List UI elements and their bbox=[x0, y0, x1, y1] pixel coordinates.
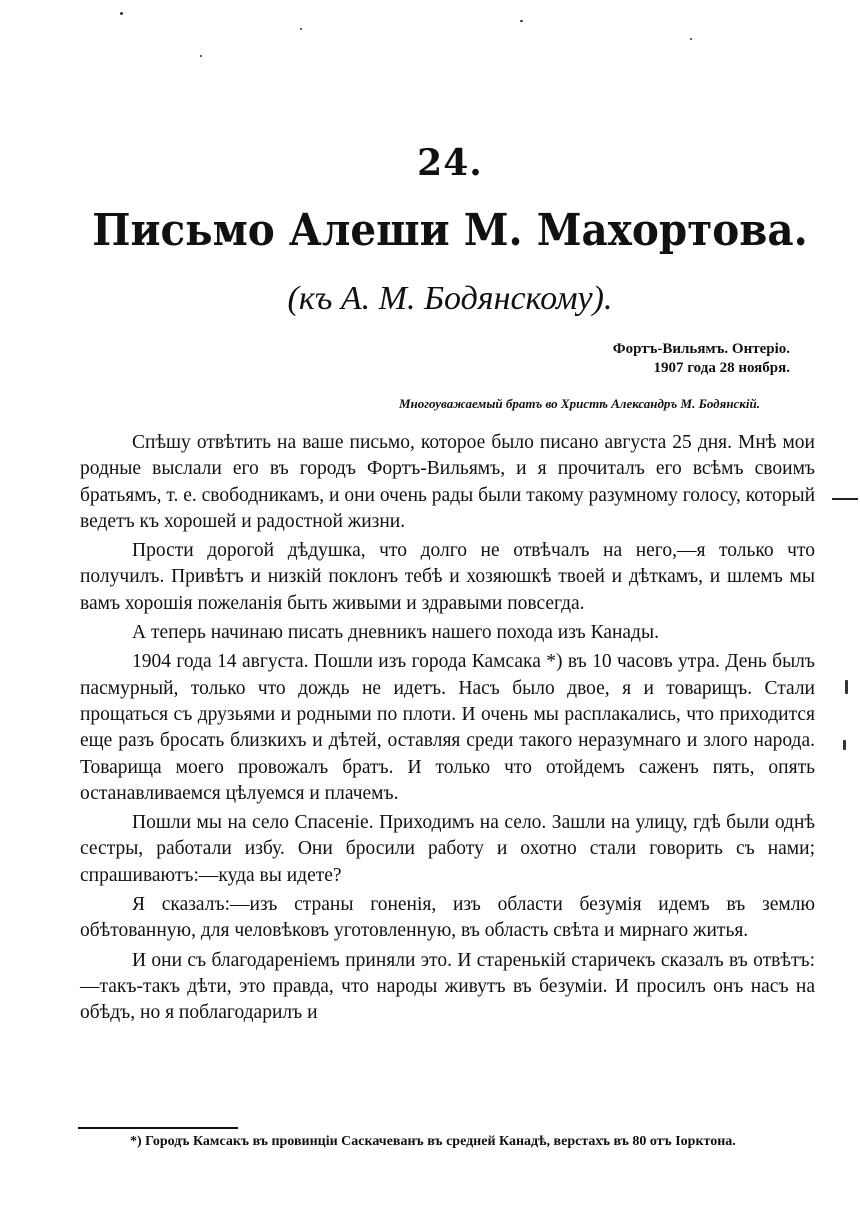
letter-body bbox=[80, 430, 815, 1027]
salutation: Многоуважаемый братъ во Христѣ Александръ М. Бодянскій. bbox=[398, 396, 760, 411]
margin-mark bbox=[832, 498, 858, 500]
paragraph: А теперь начинаю писать дневникъ нашего похода изъ Канады. bbox=[132, 622, 659, 644]
ink-speck bbox=[843, 740, 846, 750]
ink-speck bbox=[300, 28, 302, 30]
paragraph: Пошли мы на село Спасеніе. Приходимъ на село. Зашли на улицу, гдѣ были однѣ сестры, работали избу. Они бросили работу и охотно стали говорить съ нами; спрашиваютъ:—куда вы идете? bbox=[80, 812, 815, 886]
paragraph: Спѣшу отвѣтить на ваше письмо, которое было писано августа 25 дня. Мнѣ мои родные выслали его въ городъ Фортъ-Вильямъ, и я прочиталъ его всѣмъ своимъ братьямъ, т. е. свободникамъ, и они очень рады были такому разумному голосу, который ведетъ къ хорошей и радостной жизни. bbox=[80, 432, 815, 532]
paragraph: 1904 года 14 августа. Пошли изъ города Камсака *) въ 10 часовъ утра. День былъ пасмурный, только что дождь не идетъ. Насъ было двое, я и товарищъ. Стали прощаться съ друзьями и родными по плоти. И очень мы расплакались, что приходится еще разъ бросать близкихъ и дѣтей, оставляя среди такого неразумнаго и злого народа. Товарища моего провожалъ братъ. И только что отойдемъ саженъ пять, опять останавливаемся цѣлуемся и плачемъ. bbox=[80, 651, 815, 804]
ink-speck bbox=[120, 12, 123, 15]
paragraph: И они съ благодареніемъ приняли это. И старенькій старичекъ сказалъ въ отвѣтъ:—такъ-такъ дѣти, это правда, что народы живутъ въ безуміи. И просилъ онъ насъ на обѣдъ, но я поблагодарилъ и bbox=[80, 949, 815, 1024]
paragraph: Прости дорогой дѣдушка, что долго не отвѣчалъ на него,—я только что получилъ. Привѣтъ и низкій поклонъ тебѣ и хозяюшкѣ твоей и дѣткамъ, и шлемъ мы вамъ хорошія пожеланія быть живыми и здравыми повсегда. bbox=[80, 540, 815, 614]
ink-speck bbox=[200, 55, 202, 57]
footnote: *) Городъ Камсакъ въ провинціи Саскачеванъ въ средней Канадѣ, верстахъ въ 80 отъ Іорктона. bbox=[130, 1134, 736, 1149]
ink-speck bbox=[690, 38, 692, 40]
ink-speck bbox=[845, 680, 848, 694]
dateline-place: Фортъ-Вильямъ. Онтеріо. bbox=[612, 341, 790, 357]
chapter-number: 24. bbox=[417, 142, 483, 184]
letter-title: Письмо Алеши М. Махортова. bbox=[92, 205, 808, 256]
paragraph: Я сказалъ:—изъ страны гоненія, изъ области безумія идемъ въ землю обѣтованную, для человѣковъ уготовленную, въ область свѣта и мирнаго житья. bbox=[80, 894, 815, 942]
letter-subtitle: (къ А. М. Бодянскому). bbox=[287, 280, 613, 317]
dateline bbox=[613, 340, 790, 378]
footnote-divider bbox=[78, 1127, 238, 1129]
ink-speck bbox=[520, 20, 523, 22]
dateline-date: 1907 года 28 ноября. bbox=[653, 360, 790, 376]
